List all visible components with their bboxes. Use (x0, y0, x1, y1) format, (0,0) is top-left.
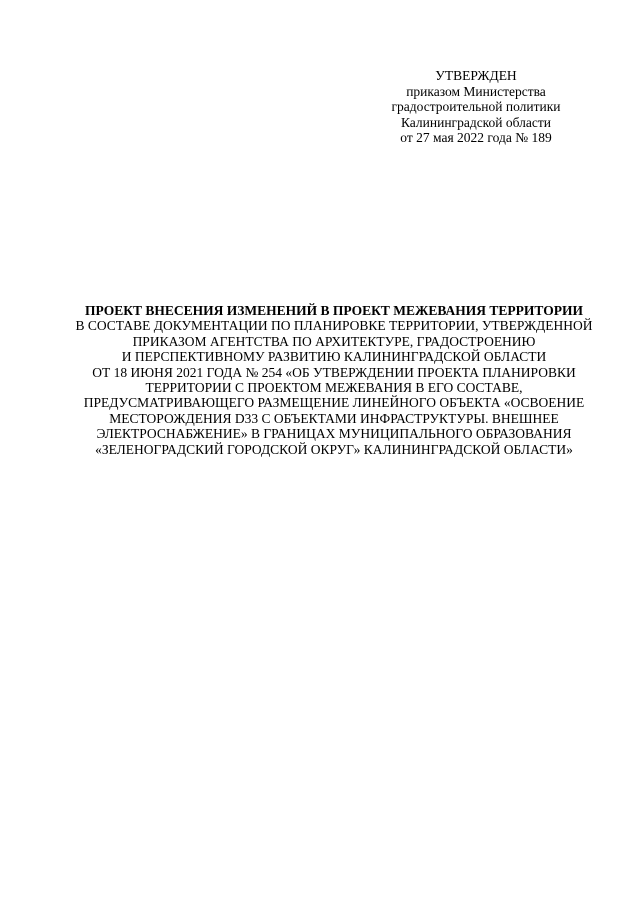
title-line: В СОСТАВЕ ДОКУМЕНТАЦИИ ПО ПЛАНИРОВКЕ ТЕРРИТОРИИ, УТВЕРЖДЕННОЙ (75, 318, 593, 334)
title-heading: ПРОЕКТ ВНЕСЕНИЯ ИЗМЕНЕНИЙ В ПРОЕКТ МЕЖЕВАНИЯ ТЕРРИТОРИИ (85, 303, 583, 318)
title-line: ЭЛЕКТРОСНАБЖЕНИЕ» В ГРАНИЦАХ МУНИЦИПАЛЬНОГО ОБРАЗОВАНИЯ (96, 426, 572, 442)
approval-line: градостроительной политики (391, 99, 561, 115)
title-line: МЕСТОРОЖДЕНИЯ D33 С ОБЪЕКТАМИ ИНФРАСТРУКТУРЫ. ВНЕШНЕЕ (109, 410, 559, 426)
title-line: ОТ 18 ИЮНЯ 2021 ГОДА № 254 «ОБ УТВЕРЖДЕНИИ ПРОЕКТА ПЛАНИРОВКИ (92, 364, 576, 380)
title-line: ПРЕДУСМАТРИВАЮЩЕГО РАЗМЕЩЕНИЕ ЛИНЕЙНОГО ОБЪЕКТА «ОСВОЕНИЕ (83, 395, 585, 411)
approval-line: УТВЕРЖДЕН (435, 68, 517, 83)
title-line: «ЗЕЛЕНОГРАДСКИЙ ГОРОДСКОЙ ОКРУГ» КАЛИНИНГРАДСКОЙ ОБЛАСТИ» (95, 441, 573, 457)
approval-line: от 27 мая 2022 года № 189 (400, 130, 552, 146)
title-line: ПРИКАЗОМ АГЕНТСТВА ПО АРХИТЕКТУРЕ, ГРАДОСТРОЕНИЮ (132, 333, 536, 349)
approval-line: Калининградской области (400, 114, 552, 130)
document-title (50, 303, 618, 457)
title-line: И ПЕРСПЕКТИВНОМУ РАЗВИТИЮ КАЛИНИНГРАДСКОЙ ОБЛАСТИ (121, 349, 547, 365)
title-line: ТЕРРИТОРИИ С ПРОЕКТОМ МЕЖЕВАНИЯ В ЕГО СОСТАВЕ, (145, 380, 523, 396)
approval-stamp (360, 68, 592, 146)
approval-line: приказом Министерства (406, 83, 546, 99)
